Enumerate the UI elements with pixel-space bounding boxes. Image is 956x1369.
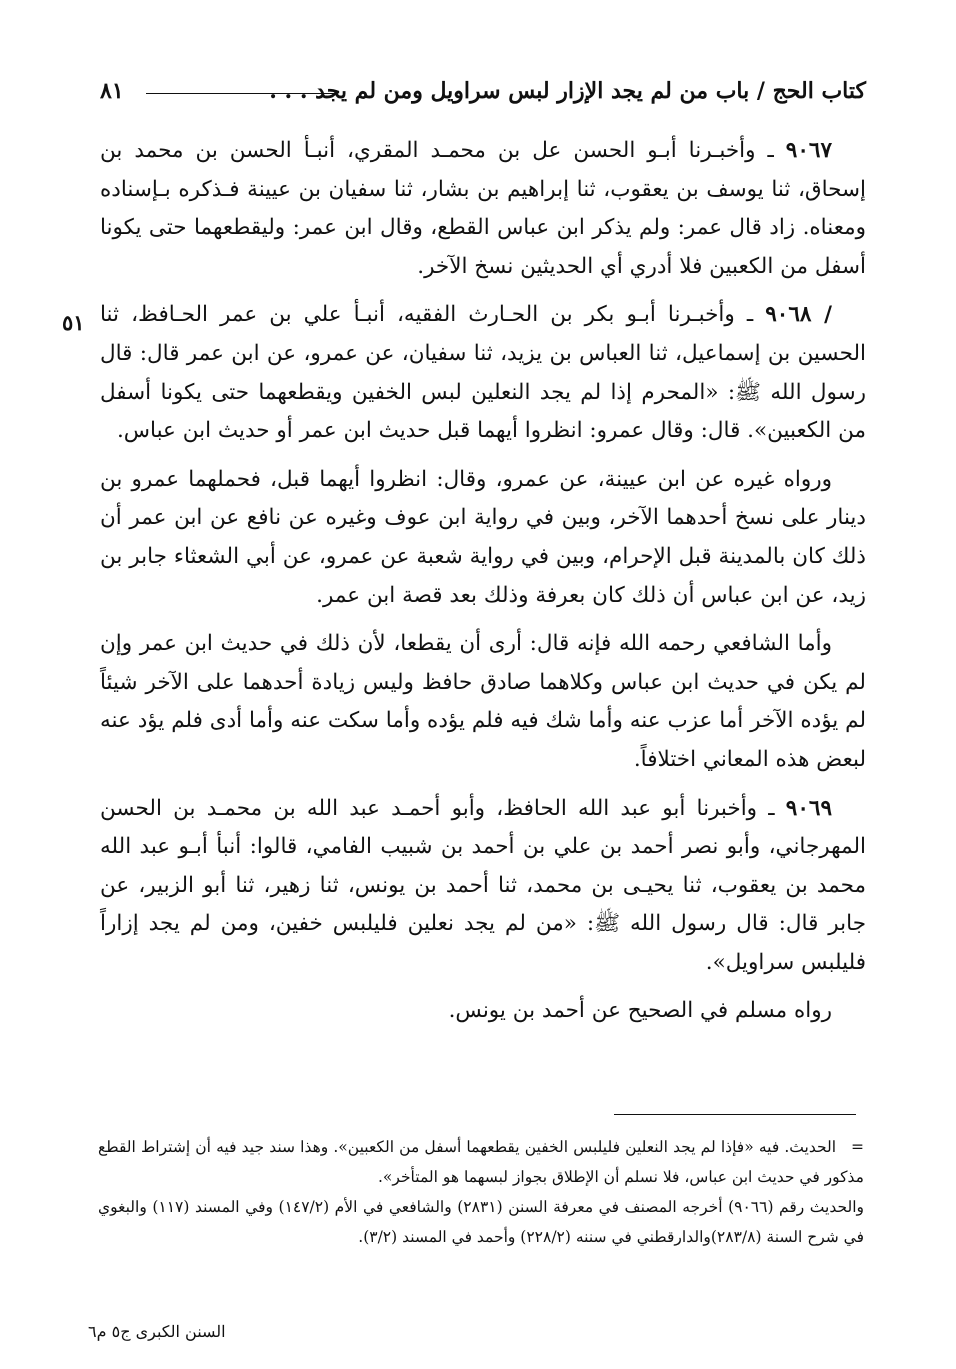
header-rule	[146, 93, 336, 94]
paragraph-text: وأما الشافعي رحمه الله فإنه قال: أرى أن يقطعا، لأن ذلك في حديث ابن عمر وإن لم يكن في حديث ابن عباس وكلاهما صادق حافظ وليس زيادة أحدهما على الآخر شيئاً لم يؤده الآخر أما عزب عنه وأما شك فيه فلم يؤده وأما سكت عنه وأما أدى فلم يؤد عنه لبعض هذه المعاني اختلافاً.	[100, 631, 866, 772]
paragraph-9069	[100, 790, 866, 983]
hadith-number: ٩٠٦٧	[785, 138, 832, 163]
paragraph-commentary-2	[100, 625, 866, 779]
paragraph-text: ـ وأخبرنا أبو عبد الله الحافظ، وأبو أحمـد عبد الله بن محمـد بن الحسن المهرجاني، وأبو نصر أحمد بن علي بن أحمد بن شبيب الفامي، قالوا: أنبأ أبـو عبد الله محمد بن يعقوب، ثنا يحيـى بن محمد، ثنا أحمد بن يونس، ثنا زهير، ثنا أبو الزبير، عن جابر قال: قال رسول الله ﷺ: «من لم يجد نعلين فليلبس خفين، ومن لم يجد إزاراً فليلبس سراويل».	[100, 795, 866, 975]
footnote-1	[98, 1132, 864, 1192]
footnote-text: والحديث رقم (٩٠٦٦) أخرجه المصنف في معرفة السنن (٢٨٣١) والشافعي في الأم (١٤٧/٢) وفي المسند (١١٧) والبغوي في شرح السنة (٢٨٣/٨)والدارقطني في سننه (٢٢٨/٢) وأحمد في المسند (٣/٢).	[98, 1198, 864, 1246]
footnote-rule	[614, 1114, 856, 1115]
page-number: ٨١	[100, 78, 124, 104]
paragraph-text: ـ وأخبـرنا أبـو بكر بن الحـارث الفقيه، أنبـأ علي بن عمر الحـافظ، ثنا الحسين بن إسماعيل، ثنا العباس بن يزيد، ثنا سفيان، عن عمرو، عن ابن عمر قال: قال رسول الله ﷺ: «المحرم إذا لم يجد النعلين لبس الخفين ويقطعهما حتى يكونا أسفل من الكعبين». قال: وقال عمرو: انظروا أيهما قبل حديث ابن عمر أو حديث ابن عباس.	[100, 302, 866, 444]
paragraph-narration	[100, 992, 866, 1031]
margin-manuscript-page: ٥١	[62, 310, 85, 335]
main-text	[100, 132, 866, 1041]
paragraph-9067	[100, 132, 866, 286]
paragraph-text: رواه مسلم في الصحيح عن أحمد بن يونس.	[448, 998, 832, 1024]
footnote-continuation-mark: =	[851, 1138, 864, 1156]
paragraph-commentary-1	[100, 461, 866, 615]
header-title: كتاب الحج / باب من لم يجد الإزار لبس سراويل ومن لم يجد . . .	[269, 78, 866, 104]
footnotes	[98, 1132, 864, 1252]
footnote-text: الحديث. فيه «فإذا لم يجد النعلين فليلبس الخفين يقطعهما أسفل من الكعبين». وهذا سند جيد فيه أن إشتراط القطع مذكور في حديث ابن عباس، فلا نسلم أن الإطلاق بجواز لبسهما هو المتأخر».	[98, 1138, 864, 1186]
paragraph-text: ـ وأخبـرنا أبـو الحسن عل بن محمـد المقري، أنبـأ الحسن بن محمد بن إسحاق، ثنا يوسف بن يعقوب، ثنا إبراهيم بن بشار، ثنا سفيان بن عيينة فـذكره بـإسناده ومعناه. زاد قال عمر: ولم يذكر ابن عباس القطع، وقال ابن عمر: وليقطعهما حتى يكونا أسفل من الكعبين فلا أدري أي الحديثين نسخ الآخر.	[100, 138, 866, 279]
footnote-2	[98, 1192, 864, 1252]
running-header	[100, 78, 866, 114]
hadith-number: ٩٠٦٩	[785, 795, 832, 821]
bottom-signature: السنن الكبرى ج٥ م٦	[88, 1322, 226, 1341]
paragraph-9068	[100, 296, 866, 450]
paragraph-text: ورواه غيره عن ابن عيينة، عن عمرو، وقال: انظروا أيهما قبل، فحملهما عمرو بن دينار على نسخ أحدهما الآخر، وبين في رواية ابن عوف وغيره عن نافع عن ابن عمر أن ذلك كان بالمدينة قبل الإحرام، وبين في رواية شعبة عن عمرو، عن أبي الشعثاء جابر بن زيد، عن ابن عباس أن ذلك كان بعرفة وذلك بعد قصة ابن عمر.	[100, 466, 866, 608]
hadith-number: / ٩٠٦٨	[765, 302, 833, 328]
